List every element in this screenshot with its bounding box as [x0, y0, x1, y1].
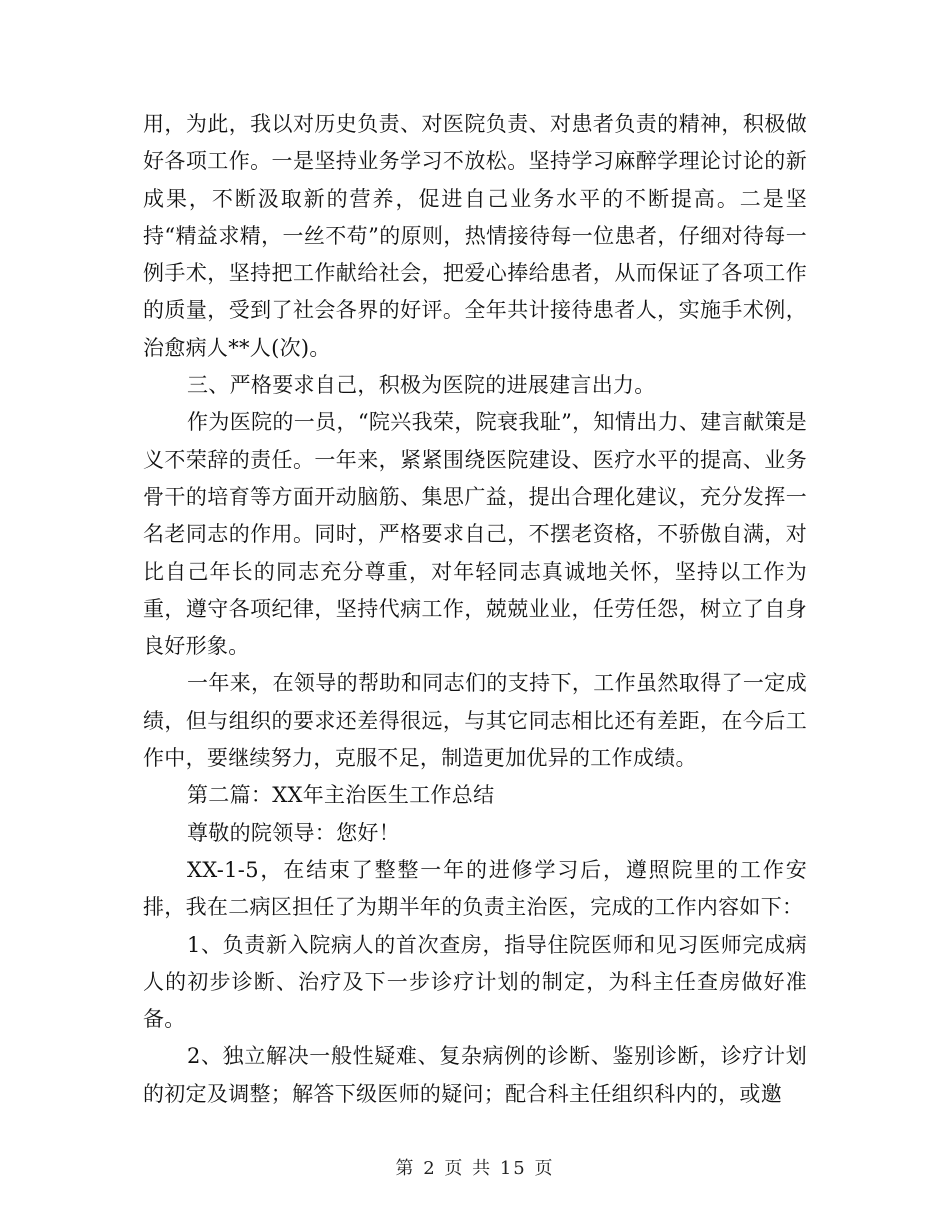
paragraph-8: 1、负责新入院病人的首次查房，指导住院医师和见习医师完成病人的初步诊断、治疗及下一步诊疗计划的制定，为科主任查房做好准备。 — [143, 932, 807, 1032]
section-heading: 第二篇：XX年主治医生工作总结 — [187, 783, 495, 808]
paragraph-4: 一年来，在领导的帮助和同志们的支持下，工作虽然取得了一定成绩，但与组织的要求还差得很远，与其它同志相比还有差距，在今后工作中，要继续努力，克服不足，制造更加优异的工作成绩。 — [143, 671, 807, 771]
paragraph-1: 用，为此，我以对历史负责、对医院负责、对患者负责的精神，积极做好各项工作。一是坚持业务学习不放松。坚持学习麻醉学理论讨论的新成果，不断汲取新的营养，促进自己业务水平的不断提高。二是坚持“精益求精，一丝不苟”的原则，热情接待每一位患者，仔细对待每一例手术，坚持把工作献给社会，把爱心捧给患者，从而保证了各项工作的质量，受到了社会各界的好评。全年共计接待患者人，实施手术例，治愈病人**人(次)。 — [143, 112, 807, 360]
document-body — [143, 106, 807, 1113]
paragraph-7: XX-1-5，在结束了整整一年的进修学习后，遵照院里的工作安排，我在二病区担任了为期半年的负责主治医，完成的工作内容如下： — [143, 857, 807, 920]
paragraph-2: 三、严格要求自己，积极为医院的进展建言出力。 — [187, 373, 656, 398]
paragraph-3: 作为医院的一员，“院兴我荣，院衰我耻”，知情出力、建言献策是义不荣辞的责任。一年来，紧紧围绕医院建设、医疗水平的提高、业务骨干的培育等方面开动脑筋、集思广益，提出合理化建议，充分发挥一名老同志的作用。同时，严格要求自己，不摆老资格，不骄傲自满，对比自己年长的同志充分尊重，对年轻同志真诚地关怀，坚持以工作为重，遵守各项纪律，坚持代病工作，兢兢业业，任劳任怨，树立了自身良好形象。 — [143, 410, 807, 659]
paragraph-9: 2、独立解决一般性疑难、复杂病例的诊断、鉴别诊断，诊疗计划的初定及调整；解答下级医师的疑问；配合科主任组织科内的，或邀 — [143, 1044, 807, 1106]
page-number-footer: 第 2 页 共 15 页 — [395, 1158, 555, 1179]
salutation: 尊敬的院领导：您好！ — [187, 820, 400, 845]
